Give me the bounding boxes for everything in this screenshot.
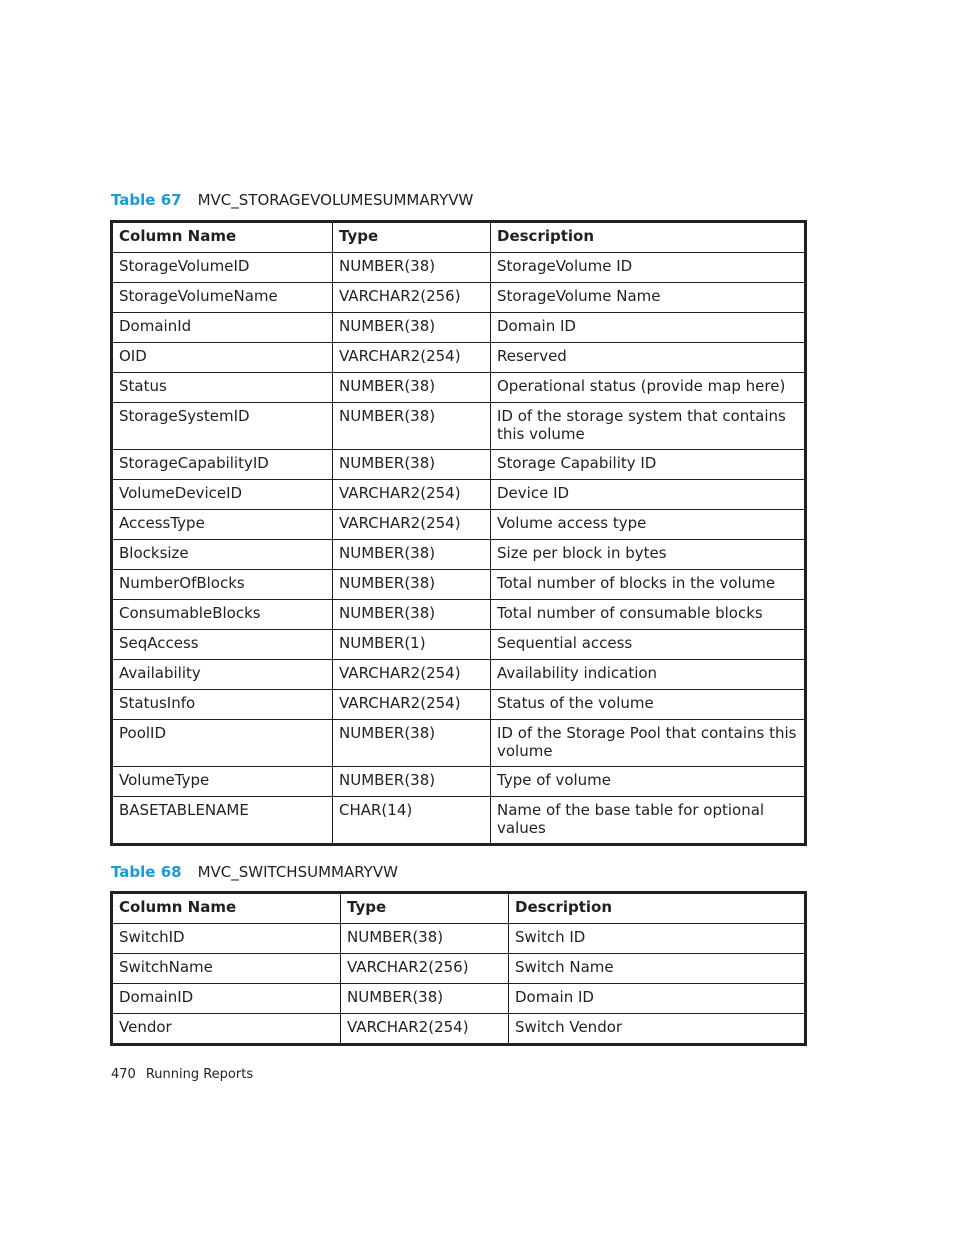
cell-description: Size per block in bytes	[491, 540, 806, 570]
table-row	[112, 253, 806, 283]
cell-type: VARCHAR2(256)	[333, 283, 491, 313]
cell-description: Switch ID	[509, 924, 806, 954]
cell-type: NUMBER(38)	[333, 570, 491, 600]
table-row	[112, 660, 806, 690]
cell-description: Device ID	[491, 480, 806, 510]
cell-description: Switch Vendor	[509, 1014, 806, 1045]
cell-type: VARCHAR2(254)	[333, 660, 491, 690]
cell-type: NUMBER(38)	[341, 984, 509, 1014]
table-67-number: Table 67	[111, 191, 182, 209]
column-header-description: Description	[491, 222, 806, 253]
table-row	[112, 540, 806, 570]
column-header-name: Column Name	[112, 893, 341, 924]
table-row	[112, 1014, 806, 1045]
table-67-caption	[111, 191, 473, 209]
cell-description: StorageVolume Name	[491, 283, 806, 313]
column-header-type: Type	[333, 222, 491, 253]
cell-type: NUMBER(38)	[333, 767, 491, 797]
cell-column-name: StorageVolumeID	[112, 253, 333, 283]
table-67-title: MVC_STORAGEVOLUMESUMMARYVW	[197, 191, 474, 209]
table-row	[112, 403, 806, 450]
table-68-body	[112, 924, 806, 1045]
cell-column-name: BASETABLENAME	[112, 797, 333, 845]
cell-column-name: Blocksize	[112, 540, 333, 570]
cell-type: NUMBER(38)	[333, 600, 491, 630]
cell-type: NUMBER(38)	[333, 450, 491, 480]
table-68	[110, 891, 807, 1046]
cell-description: Storage Capability ID	[491, 450, 806, 480]
cell-column-name: NumberOfBlocks	[112, 570, 333, 600]
table-header-row	[112, 222, 806, 253]
cell-type: VARCHAR2(254)	[341, 1014, 509, 1045]
cell-type: NUMBER(38)	[333, 313, 491, 343]
cell-type: NUMBER(1)	[333, 630, 491, 660]
cell-description: Switch Name	[509, 954, 806, 984]
table-row	[112, 690, 806, 720]
page-footer	[111, 1067, 253, 1083]
cell-description: Total number of blocks in the volume	[491, 570, 806, 600]
cell-description: Status of the volume	[491, 690, 806, 720]
cell-description: Domain ID	[491, 313, 806, 343]
cell-column-name: SwitchID	[112, 924, 341, 954]
cell-column-name: DomainID	[112, 984, 341, 1014]
cell-column-name: StorageVolumeName	[112, 283, 333, 313]
cell-type: VARCHAR2(254)	[333, 510, 491, 540]
cell-column-name: ConsumableBlocks	[112, 600, 333, 630]
cell-type: CHAR(14)	[333, 797, 491, 845]
table-row	[112, 924, 806, 954]
cell-column-name: Status	[112, 373, 333, 403]
cell-description: Type of volume	[491, 767, 806, 797]
cell-description: Availability indication	[491, 660, 806, 690]
cell-description: Name of the base table for optional values	[491, 797, 806, 845]
cell-description: StorageVolume ID	[491, 253, 806, 283]
table-row	[112, 570, 806, 600]
column-header-type: Type	[341, 893, 509, 924]
cell-type: NUMBER(38)	[333, 253, 491, 283]
cell-type: NUMBER(38)	[333, 720, 491, 767]
cell-column-name: VolumeDeviceID	[112, 480, 333, 510]
table-row	[112, 510, 806, 540]
cell-type: NUMBER(38)	[333, 373, 491, 403]
table-header-row	[112, 893, 806, 924]
cell-description: Sequential access	[491, 630, 806, 660]
table-row	[112, 600, 806, 630]
cell-description: Domain ID	[509, 984, 806, 1014]
cell-column-name: Vendor	[112, 1014, 341, 1045]
table-row	[112, 313, 806, 343]
table-68-caption	[111, 863, 398, 881]
cell-type: VARCHAR2(254)	[333, 343, 491, 373]
cell-column-name: Availability	[112, 660, 333, 690]
cell-type: NUMBER(38)	[333, 540, 491, 570]
cell-column-name: StorageSystemID	[112, 403, 333, 450]
table-row	[112, 373, 806, 403]
table-row	[112, 797, 806, 845]
table-row	[112, 450, 806, 480]
cell-column-name: SeqAccess	[112, 630, 333, 660]
cell-column-name: StorageCapabilityID	[112, 450, 333, 480]
cell-description: Volume access type	[491, 510, 806, 540]
cell-column-name: SwitchName	[112, 954, 341, 984]
cell-type: VARCHAR2(254)	[333, 690, 491, 720]
cell-description: Total number of consumable blocks	[491, 600, 806, 630]
table-row	[112, 767, 806, 797]
column-header-name: Column Name	[112, 222, 333, 253]
table-row	[112, 954, 806, 984]
section-title: Running Reports	[145, 1067, 254, 1082]
table-67-body	[112, 253, 806, 845]
cell-description: ID of the Storage Pool that contains this volume	[491, 720, 806, 767]
cell-type: VARCHAR2(256)	[341, 954, 509, 984]
cell-column-name: DomainId	[112, 313, 333, 343]
table-68-number: Table 68	[111, 863, 182, 881]
table-67	[110, 220, 807, 846]
cell-column-name: VolumeType	[112, 767, 333, 797]
table-row	[112, 984, 806, 1014]
cell-type: NUMBER(38)	[341, 924, 509, 954]
table-row	[112, 720, 806, 767]
table-row	[112, 343, 806, 373]
table-68-title: MVC_SWITCHSUMMARYVW	[197, 863, 398, 881]
table-row	[112, 283, 806, 313]
cell-column-name: PoolID	[112, 720, 333, 767]
table-row	[112, 630, 806, 660]
table-row	[112, 480, 806, 510]
cell-column-name: StatusInfo	[112, 690, 333, 720]
page-number: 470	[111, 1067, 136, 1082]
cell-description: Reserved	[491, 343, 806, 373]
cell-type: NUMBER(38)	[333, 403, 491, 450]
cell-description: ID of the storage system that contains this volume	[491, 403, 806, 450]
cell-description: Operational status (provide map here)	[491, 373, 806, 403]
cell-column-name: AccessType	[112, 510, 333, 540]
cell-column-name: OID	[112, 343, 333, 373]
column-header-description: Description	[509, 893, 806, 924]
cell-type: VARCHAR2(254)	[333, 480, 491, 510]
